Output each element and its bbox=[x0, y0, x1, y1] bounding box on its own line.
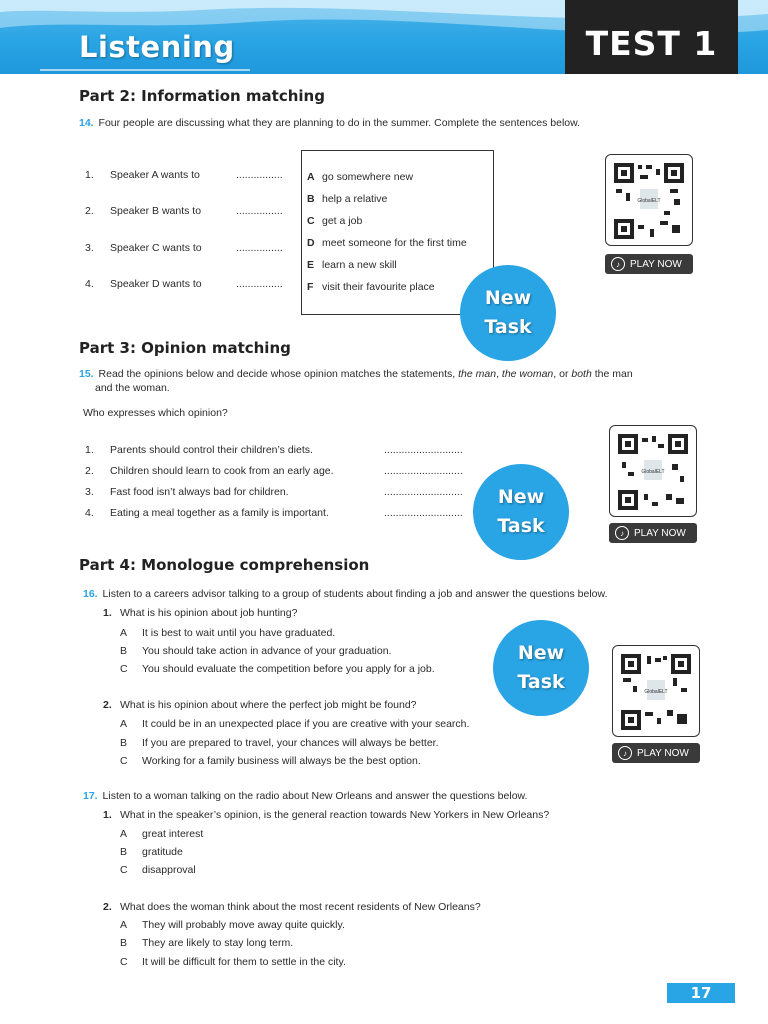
page-header bbox=[0, 0, 768, 74]
item-text: Children should learn to cook from an early age. bbox=[110, 465, 334, 477]
instruction-text: the man bbox=[594, 368, 633, 380]
option-letter: D bbox=[307, 237, 315, 249]
answer-blank[interactable]: ........................... bbox=[384, 444, 463, 456]
instruction-text: Read the opinions below and decide whose opinion matches the statements, bbox=[98, 368, 456, 380]
item-text: Speaker A wants to bbox=[110, 169, 200, 181]
qr-code-icon bbox=[621, 654, 691, 730]
question-text: What is his opinion about where the perfect job might be found? bbox=[120, 699, 417, 711]
part3-question: Who expresses which opinion? bbox=[83, 407, 228, 419]
question-text: What is his opinion about job hunting? bbox=[120, 607, 298, 619]
question-number: 17. bbox=[83, 790, 98, 802]
option-text[interactable]: If you are prepared to travel, your chances will always be better. bbox=[142, 737, 439, 749]
item-text: Eating a meal together as a family is important. bbox=[110, 507, 329, 519]
question-number: 15. bbox=[79, 368, 94, 380]
answer-blank[interactable]: ................ bbox=[236, 242, 283, 254]
option-letter[interactable]: A bbox=[120, 828, 128, 840]
option-text[interactable]: You should take action in advance of your graduation. bbox=[142, 645, 392, 657]
instruction-text: Listen to a woman talking on the radio about New Orleans and answer the questions below. bbox=[102, 790, 528, 802]
instruction-text: , or bbox=[553, 368, 569, 380]
option-text[interactable]: Working for a family business will always be the best option. bbox=[142, 755, 421, 767]
question-number: 2. bbox=[103, 699, 112, 711]
music-note-icon: ♪ bbox=[615, 526, 629, 540]
instruction-emphasis: the woman bbox=[501, 368, 554, 380]
play-now-button[interactable] bbox=[612, 743, 700, 763]
instruction-emphasis: the man bbox=[458, 368, 497, 380]
play-now-button[interactable] bbox=[605, 254, 693, 274]
option-text: go somewhere new bbox=[322, 171, 414, 183]
svg-text:GlobalELT: GlobalELT bbox=[637, 198, 661, 204]
option-letter[interactable]: C bbox=[120, 864, 128, 876]
option-letter[interactable]: C bbox=[120, 755, 128, 767]
q16-instruction bbox=[83, 587, 607, 601]
new-task-badge: New Task bbox=[473, 464, 569, 560]
option-letter: F bbox=[307, 281, 314, 293]
question-text: What in the speaker’s opinion, is the general reaction towards New Yorkers in New Orleans? bbox=[120, 809, 550, 821]
option-text: learn a new skill bbox=[322, 259, 397, 271]
svg-text:GlobalELT: GlobalELT bbox=[644, 689, 668, 695]
part2-instruction bbox=[79, 116, 580, 130]
item-number: 1. bbox=[85, 444, 94, 456]
qr-code-card[interactable] bbox=[612, 645, 700, 737]
part3-instruction-cont: and the woman. bbox=[95, 382, 170, 394]
option-letter[interactable]: A bbox=[120, 627, 128, 639]
section-heading-listening: Listening bbox=[79, 30, 235, 64]
question-text: What does the woman think about the most recent residents of New Orleans? bbox=[120, 901, 481, 913]
option-letter[interactable]: B bbox=[120, 937, 128, 949]
option-letter[interactable]: C bbox=[120, 663, 128, 675]
instruction-text: Four people are discussing what they are planning to do in the summer. Complete the sentences below. bbox=[98, 117, 581, 129]
play-label: PLAY NOW bbox=[630, 258, 682, 270]
option-letter: E bbox=[307, 259, 315, 271]
item-number: 4. bbox=[85, 278, 94, 290]
item-text: Parents should control their children’s diets. bbox=[110, 444, 313, 456]
part3-instruction bbox=[79, 367, 633, 381]
new-task-badge: New Task bbox=[460, 265, 556, 361]
item-text: Speaker C wants to bbox=[110, 242, 202, 254]
question-number: 14. bbox=[79, 117, 94, 129]
question-number: 16. bbox=[83, 588, 98, 600]
option-text[interactable]: It is best to wait until you have graduated. bbox=[142, 627, 336, 639]
play-label: PLAY NOW bbox=[637, 747, 689, 759]
option-text: get a job bbox=[322, 215, 363, 227]
option-letter: C bbox=[307, 215, 315, 227]
part4-title: Part 4: Monologue comprehension bbox=[79, 556, 370, 574]
qr-code-icon bbox=[614, 163, 684, 239]
item-text: Fast food isn’t always bad for children. bbox=[110, 486, 289, 498]
item-number: 2. bbox=[85, 205, 94, 217]
answer-blank[interactable]: ................ bbox=[236, 278, 283, 290]
item-number: 2. bbox=[85, 465, 94, 477]
answer-blank[interactable]: ........................... bbox=[384, 486, 463, 498]
answer-blank[interactable]: ................ bbox=[236, 169, 283, 181]
music-note-icon: ♪ bbox=[611, 257, 625, 271]
option-letter: B bbox=[307, 193, 315, 205]
q17-instruction bbox=[83, 789, 527, 803]
play-label: PLAY NOW bbox=[634, 527, 686, 539]
qr-code-icon bbox=[618, 434, 688, 510]
option-letter: A bbox=[307, 171, 315, 183]
question-number: 1. bbox=[103, 607, 112, 619]
option-letter[interactable]: A bbox=[120, 919, 128, 931]
option-text[interactable]: It will be difficult for them to settle in the city. bbox=[142, 956, 346, 968]
test-label-badge: TEST 1 bbox=[565, 0, 738, 74]
page-number: 17 bbox=[667, 983, 735, 1003]
item-number: 3. bbox=[85, 486, 94, 498]
item-text: Speaker D wants to bbox=[110, 278, 202, 290]
item-number: 3. bbox=[85, 242, 94, 254]
option-text[interactable]: You should evaluate the competition before you apply for a job. bbox=[142, 663, 435, 675]
option-letter[interactable]: B bbox=[120, 846, 128, 858]
option-text[interactable]: great interest bbox=[142, 828, 204, 840]
part2-title: Part 2: Information matching bbox=[79, 87, 325, 105]
question-number: 2. bbox=[103, 901, 112, 913]
item-number: 1. bbox=[85, 169, 94, 181]
option-text[interactable]: gratitude bbox=[142, 846, 183, 858]
item-text: Speaker B wants to bbox=[110, 205, 202, 217]
instruction-text: Listen to a careers advisor talking to a group of students about finding a job and answer the questions below. bbox=[102, 588, 608, 600]
option-text: meet someone for the first time bbox=[322, 237, 467, 249]
question-number: 1. bbox=[103, 809, 112, 821]
new-task-badge: New Task bbox=[493, 620, 589, 716]
option-text: visit their favourite place bbox=[322, 281, 435, 293]
item-number: 4. bbox=[85, 507, 94, 519]
option-text[interactable]: It could be in an unexpected place if you are creative with your search. bbox=[142, 718, 470, 730]
instruction-emphasis: both bbox=[571, 368, 592, 380]
option-letter[interactable]: B bbox=[120, 645, 128, 657]
music-note-icon: ♪ bbox=[618, 746, 632, 760]
svg-text:GlobalELT: GlobalELT bbox=[641, 469, 665, 475]
answer-blank[interactable]: ........................... bbox=[384, 465, 463, 477]
option-text[interactable]: disapproval bbox=[142, 864, 196, 876]
play-now-button[interactable] bbox=[609, 523, 697, 543]
option-letter[interactable]: C bbox=[120, 956, 128, 968]
qr-code-card[interactable] bbox=[605, 154, 693, 246]
option-text[interactable]: They will probably move away quite quickly. bbox=[142, 919, 345, 931]
qr-code-card[interactable] bbox=[609, 425, 697, 517]
option-letter[interactable]: A bbox=[120, 718, 128, 730]
answer-blank[interactable]: ................ bbox=[236, 205, 283, 217]
answer-blank[interactable]: ........................... bbox=[384, 507, 463, 519]
instruction-text: , bbox=[496, 368, 499, 380]
option-text[interactable]: They are likely to stay long term. bbox=[142, 937, 294, 949]
option-letter[interactable]: B bbox=[120, 737, 128, 749]
option-text: help a relative bbox=[322, 193, 388, 205]
part3-title: Part 3: Opinion matching bbox=[79, 339, 291, 357]
